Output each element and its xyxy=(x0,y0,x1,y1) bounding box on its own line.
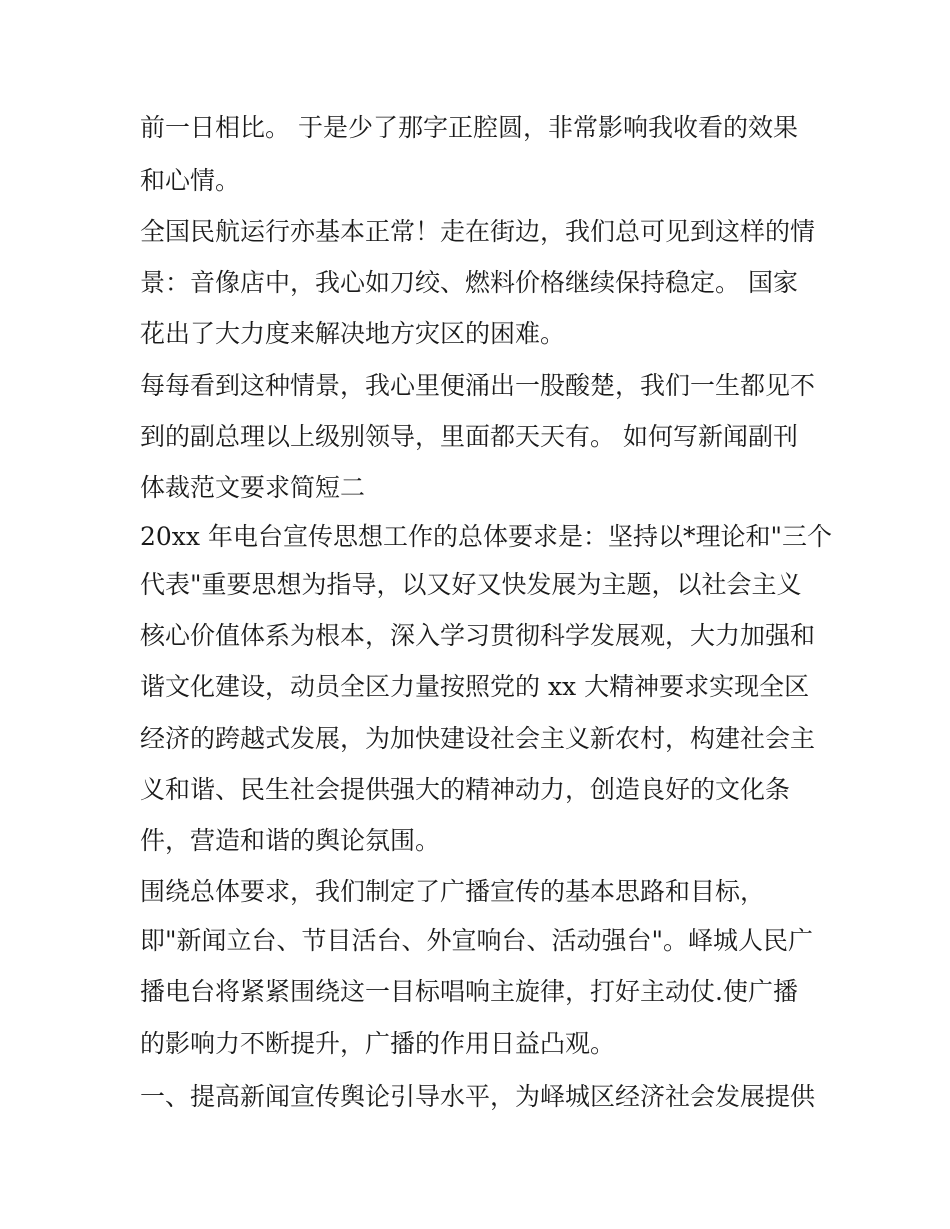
text-line: 每每看到这种情景，我心里便涌出一股酸楚，我们一生都见不 xyxy=(140,371,816,400)
text-line: 体裁范文要求简短二 xyxy=(140,473,366,502)
text-line: 20xx 年电台宣传思想工作的总体要求是：坚持以*理论和"三个 xyxy=(140,522,832,551)
text-line: 花出了大力度来解决地方灾区的困难。 xyxy=(140,319,566,348)
text-line: 景：音像店中，我心如刀绞、燃料价格继续保持稳定。 国家 xyxy=(140,268,798,297)
text-line: 全国民航运行亦基本正常！走在街边，我们总可见到这样的情 xyxy=(140,217,816,246)
text-line: 播电台将紧紧围绕这一目标唱响主旋律，打好主动仗.使广播 xyxy=(140,977,798,1006)
text-line: 代表"重要思想为指导，以又好又快发展为主题，以社会主义 xyxy=(140,570,802,599)
text-line: 一、提高新闻宣传舆论引导水平，为峄城区经济社会发展提供 xyxy=(140,1082,816,1111)
text-line: 围绕总体要求，我们制定了广播宣传的基本思路和目标， xyxy=(140,877,766,906)
text-line: 的影响力不断提升，广播的作用日益凸观。 xyxy=(140,1029,616,1058)
text-line: 件，营造和谐的舆论氛围。 xyxy=(140,826,441,855)
text-line: 前一日相比。 于是少了那字正腔圆，非常影响我收看的效果 xyxy=(140,113,798,142)
text-line: 即"新闻立台、节目活台、外宣响台、活动强台"。峄城人民广 xyxy=(140,926,814,955)
text-line: 到的副总理以上级别领导，里面都天天有。 如何写新闻副刊 xyxy=(140,422,798,451)
text-line: 义和谐、民生社会提供强大的精神动力，创造良好的文化条 xyxy=(140,775,791,804)
text-line: 核心价值体系为根本，深入学习贯彻科学发展观，大力加强和 xyxy=(140,621,816,650)
text-line: 谐文化建设，动员全区力量按照党的 xx 大精神要求实现全区 xyxy=(140,672,810,701)
text-line: 和心情。 xyxy=(140,166,241,195)
text-line: 经济的跨越式发展，为加快建设社会主义新农村，构建社会主 xyxy=(140,724,816,753)
